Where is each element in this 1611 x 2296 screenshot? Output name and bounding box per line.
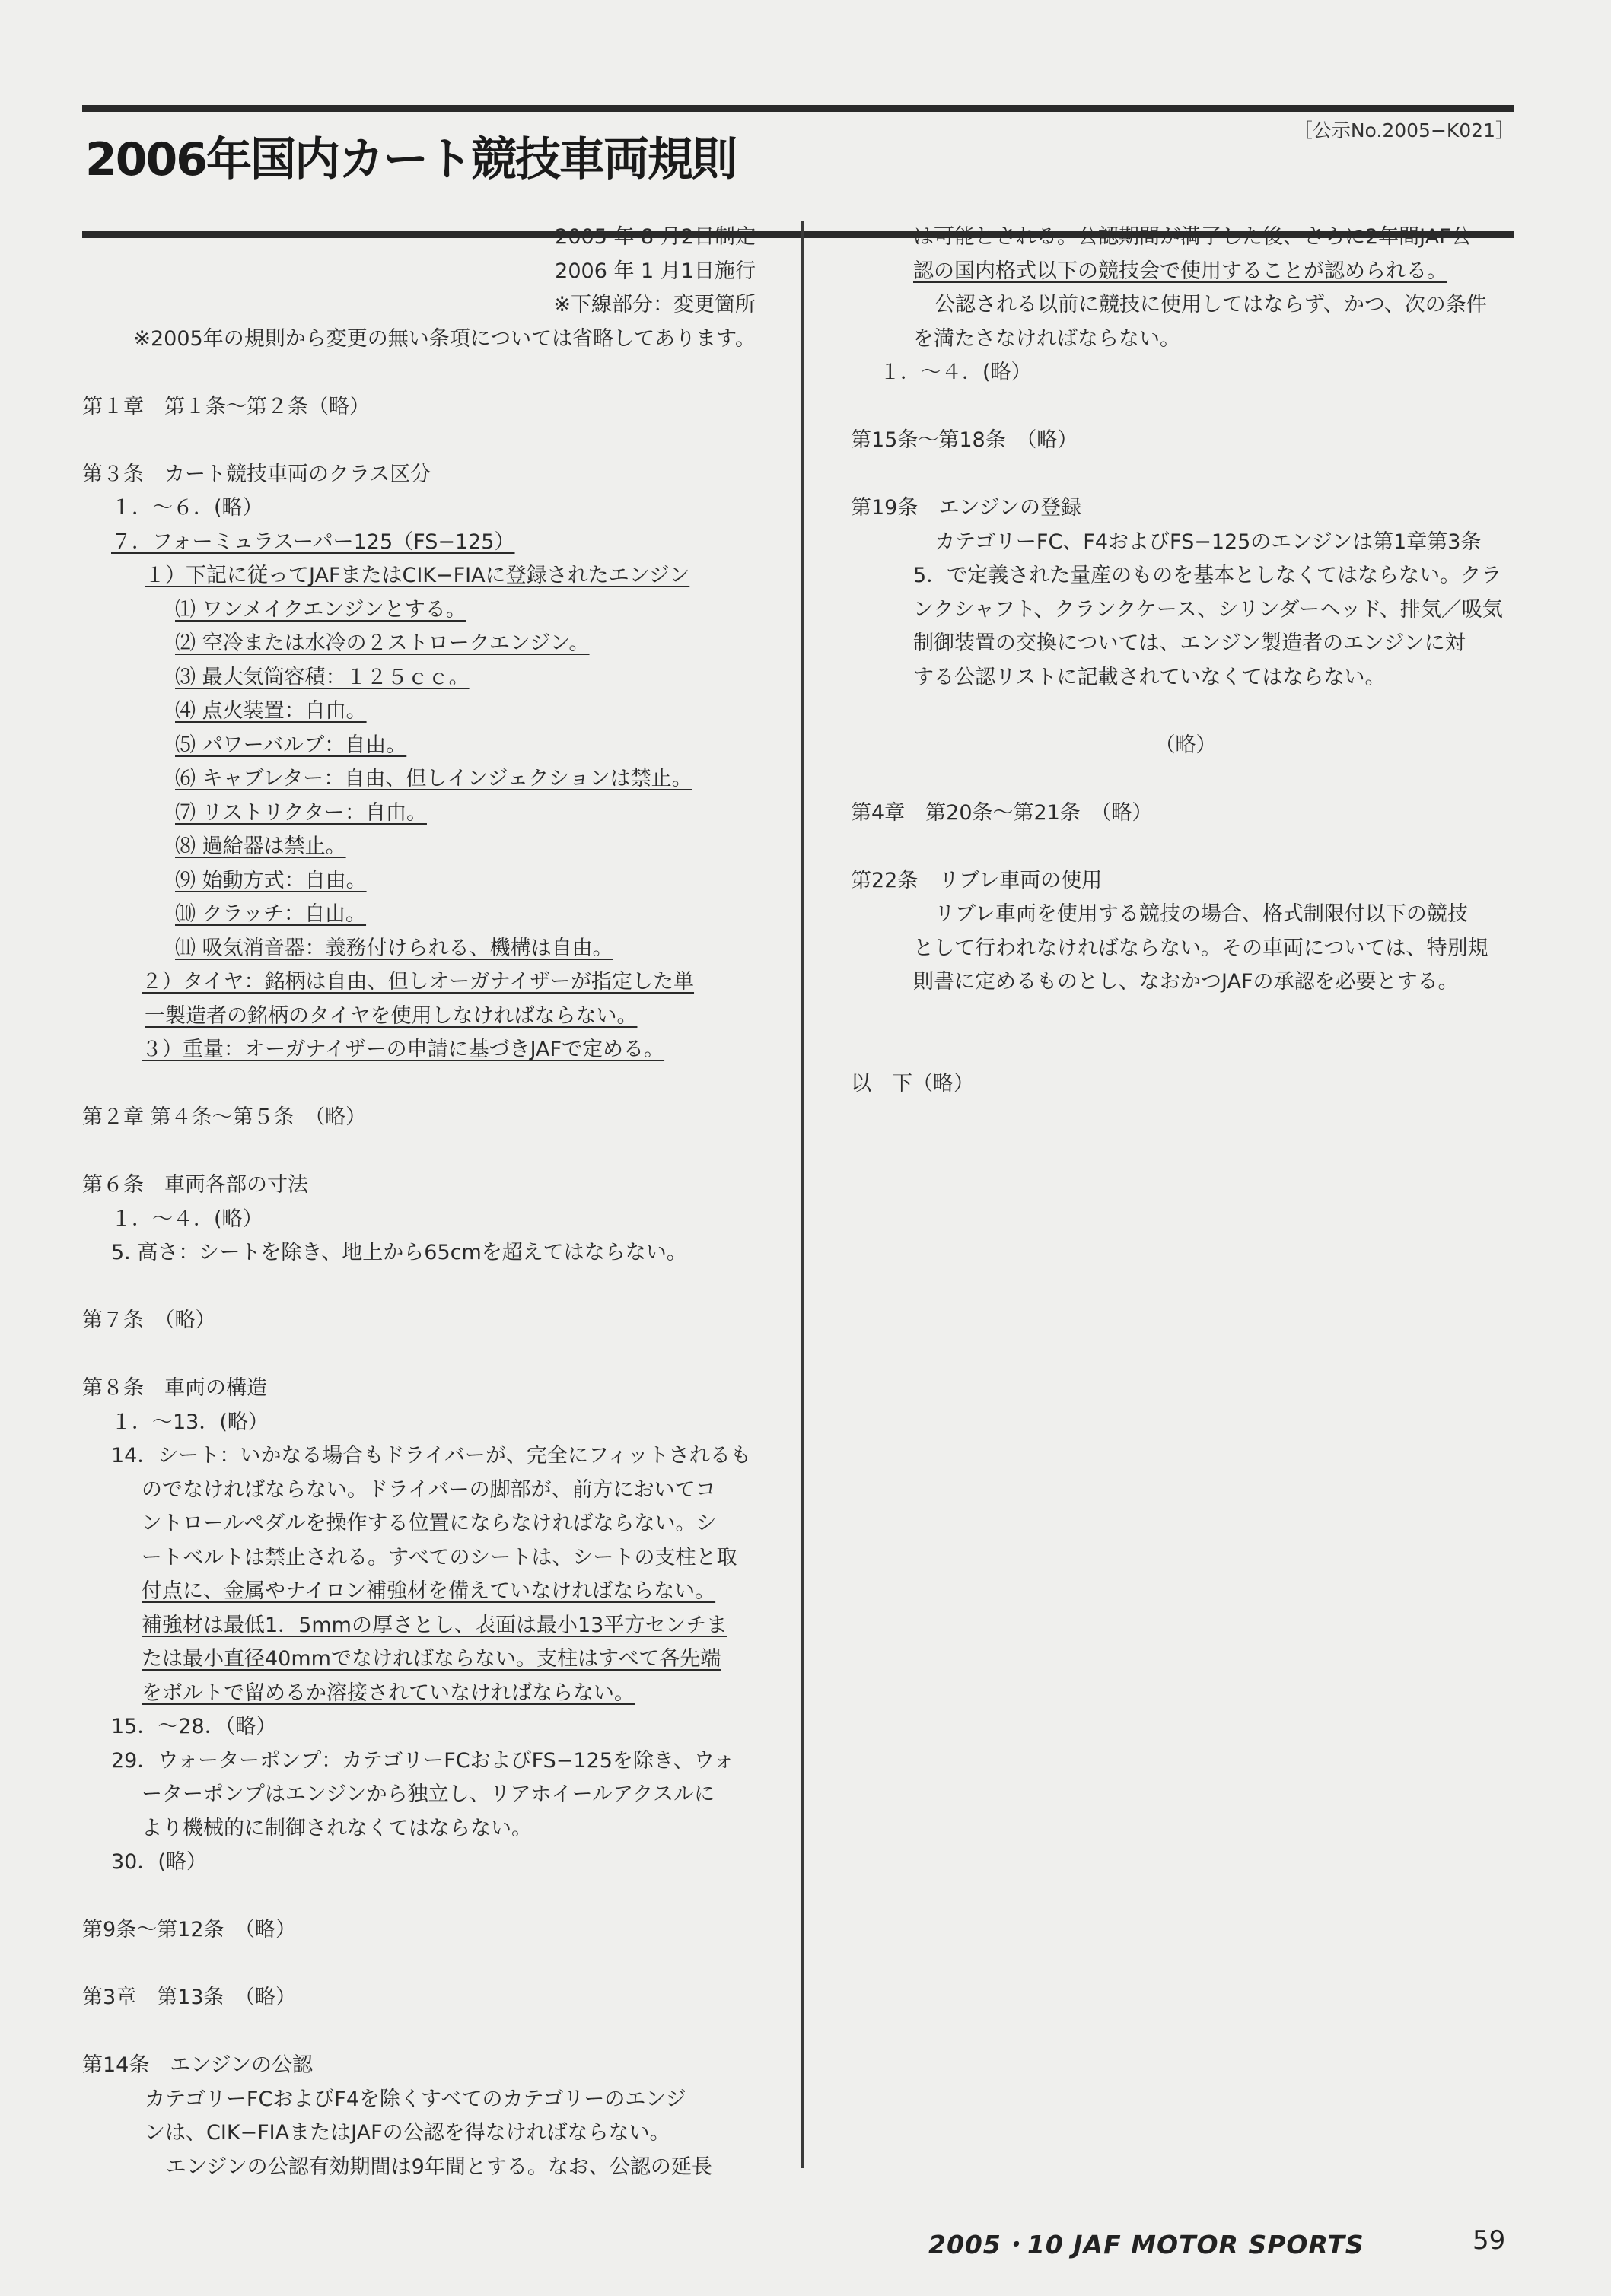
text-line: ンは、CIK−FIAまたはJAFの公認を得なければならない。 — [145, 2121, 670, 2145]
text-line: リブレ車両を使用する競技の場合、格式制限付以下の競技 — [934, 902, 1468, 926]
text-line: 第15条〜第18条 （略） — [851, 428, 1078, 452]
spacer — [82, 1270, 756, 1305]
text-line: 付点に、金属やナイロン補強材を備えていなければならない。 — [142, 1579, 716, 1603]
text-line: より機械的に制御されなくてはならない。 — [142, 1816, 532, 1840]
text-line: １．〜６．(略） — [111, 496, 263, 520]
text-line: として行われなければならない。その車両については、特別規 — [913, 936, 1488, 960]
text-line: 5．で定義された量産のものを基本としなくてはならない。クラ — [913, 564, 1502, 587]
text-line: 制御装置の交換については、エンジン製造者のエンジンに対 — [913, 631, 1466, 655]
spacer — [851, 1000, 1520, 1034]
spacer — [851, 458, 1520, 492]
text-line: ２）タイヤ：銘柄は自由、但しオーガナイザーが指定した単 — [142, 970, 695, 994]
text-line: 以 下（略） — [851, 1071, 974, 1096]
text-line: 第６条 車両各部の寸法 — [82, 1173, 308, 1197]
text-line: ⑷ 点火装置：自由。 — [175, 699, 367, 723]
text-line: 14．シート：いかなる場合もドライバーが、完全にフィットされるも — [111, 1444, 751, 1468]
text-line: 則書に定めるものとし、なおかつJAFの承認を必要とする。 — [913, 970, 1459, 994]
spacer — [82, 1880, 756, 1914]
header-rule-top — [82, 105, 1514, 112]
text-line: カテゴリーFCおよびF4を除くすべてのカテゴリーのエンジ — [145, 2087, 686, 2111]
spacer — [851, 695, 1520, 729]
text-line: 第4章 第20条〜第21条 （略） — [851, 800, 1153, 825]
text-line: 第７条 （略） — [82, 1309, 216, 1332]
text-line: 2006 年 1 月1日施行 — [555, 259, 756, 283]
text-line: １．〜４．(略） — [880, 361, 1032, 384]
text-line: 第19条 エンジンの登録 — [851, 496, 1082, 520]
text-line: ⑹ キャブレター：自由、但しインジェクションは禁止。 — [175, 767, 692, 790]
text-line: ※2005年の規則から変更の無い条項については省略してあります。 — [133, 326, 756, 351]
spacer — [851, 390, 1520, 425]
column-divider — [801, 221, 804, 2168]
left-column — [82, 221, 756, 2184]
spacer — [851, 830, 1520, 864]
magazine-footer: 2005・10 JAF MOTOR SPORTS — [928, 2230, 1364, 2259]
text-line: ⑴ ワンメイクエンジンとする。 — [175, 597, 466, 622]
text-line: カテゴリーFC、F4およびFS−125のエンジンは第1章第3条 — [934, 529, 1482, 554]
text-line: ７．フォーミュラスーパー125（FS−125） — [111, 529, 515, 554]
spacer — [82, 1067, 756, 1102]
text-line: ⑼ 始動方式：自由。 — [175, 868, 367, 892]
text-line: 認の国内格式以下の競技会で使用することが認められる。 — [913, 259, 1447, 283]
text-line: 第9条〜第12条 （略） — [82, 1918, 297, 1941]
text-line: ⑶ 最大気筒容積：１２５ｃｃ。 — [175, 665, 470, 689]
text-line: 29．ウォーターポンプ：カテゴリーFCおよびFS−125を除き、ウォ — [111, 1748, 734, 1773]
text-line: １．〜13．(略） — [111, 1410, 269, 1434]
text-line: ⑸ パワーバルブ：自由。 — [175, 733, 407, 757]
spacer — [82, 2015, 756, 2050]
text-line: ⑵ 空冷または水冷の２ストロークエンジン。 — [175, 631, 590, 655]
text-line: ントロールペダルを操作する位置にならなければならない。シ — [142, 1512, 717, 1535]
text-line: をボルトで留めるか溶接されていなければならない。 — [142, 1681, 635, 1705]
text-line: ートベルトは禁止される。すべてのシートは、シートの支柱と取 — [142, 1545, 737, 1569]
text-line: ※下線部分：変更箇所 — [553, 293, 756, 316]
text-line: ーターポンプはエンジンから独立し、リアホイールアクスルに — [142, 1782, 715, 1806]
text-line: 5. 高さ：シートを除き、地上から65cmを超えてはならない。 — [111, 1241, 687, 1264]
text-line: 第14条 エンジンの公認 — [82, 2053, 314, 2077]
text-line: 第3章 第13条 （略） — [82, 1986, 297, 2009]
text-line: する公認リストに記載されていなくてはならない。 — [913, 665, 1386, 689]
text-line: 第１章 第１条〜第２条（略） — [82, 394, 370, 418]
text-line: ⑻ 過給器は禁止。 — [175, 835, 346, 858]
text-line: ⑽ クラッチ：自由。 — [175, 902, 367, 926]
text-line: （略） — [1154, 733, 1217, 757]
text-line: ３）重量：オーガナイザーの申請に基づきJAFで定める。 — [142, 1038, 665, 1061]
text-line: 15．〜28．（略） — [111, 1715, 277, 1738]
page-title: 2006年国内カート競技車両規則 — [85, 133, 736, 186]
spacer — [82, 424, 756, 458]
spacer — [82, 356, 756, 390]
spacer — [851, 1033, 1520, 1067]
text-line: を満たさなければならない。 — [913, 326, 1180, 351]
spacer — [82, 1135, 756, 1169]
text-line: たは最小直径40mmでなければならない。支柱はすべて各先端 — [142, 1647, 721, 1671]
text-line: １）下記に従ってJAFまたはCIK−FIAに登録されたエンジン — [145, 564, 690, 587]
text-line: ⑺ リストリクター：自由。 — [175, 800, 427, 825]
text-line: のでなければならない。ドライバーの脚部が、前方においてコ — [142, 1477, 716, 1502]
text-line: 一製造者の銘柄のタイヤを使用しなければならない。 — [145, 1003, 638, 1028]
text-line: 第22条 リブレ車両の使用 — [851, 868, 1103, 892]
text-line: ⑾ 吸気消音器：義務付けられる、機構は自由。 — [175, 936, 613, 960]
text-line: １．〜４．(略） — [111, 1207, 263, 1231]
text-line: 2005 年 8 月2日制定 — [555, 225, 756, 249]
text-line: 第２章 第４条〜第５条 （略） — [82, 1105, 367, 1129]
text-line: 30．(略） — [111, 1850, 207, 1874]
text-line: エンジンの公認有効期間は9年間とする。なお、公認の延長 — [166, 2154, 712, 2179]
text-line: は可能とされる。公認期間が満了した後、さらに2年間JAF公 — [913, 225, 1472, 249]
text-line: ンクシャフト、クランクケース、シリンダーヘッド、排気／吸気 — [913, 597, 1503, 622]
text-line: 第８条 車両の構造 — [82, 1376, 267, 1400]
spacer — [82, 1948, 756, 1982]
text-line: 補強材は最低1．5mmの厚さとし、表面は最小13平方センチま — [142, 1613, 727, 1637]
spacer — [851, 762, 1520, 797]
right-column — [851, 221, 1520, 1101]
text-line: 公認される以前に競技に使用してはならず、かつ、次の条件 — [934, 293, 1487, 316]
text-line: 第３条 カート競技車両のクラス区分 — [82, 462, 431, 486]
notice-number: ［公示No.2005−K021］ — [1293, 119, 1514, 142]
spacer — [82, 1338, 756, 1372]
page-number: 59 — [1473, 2225, 1506, 2256]
